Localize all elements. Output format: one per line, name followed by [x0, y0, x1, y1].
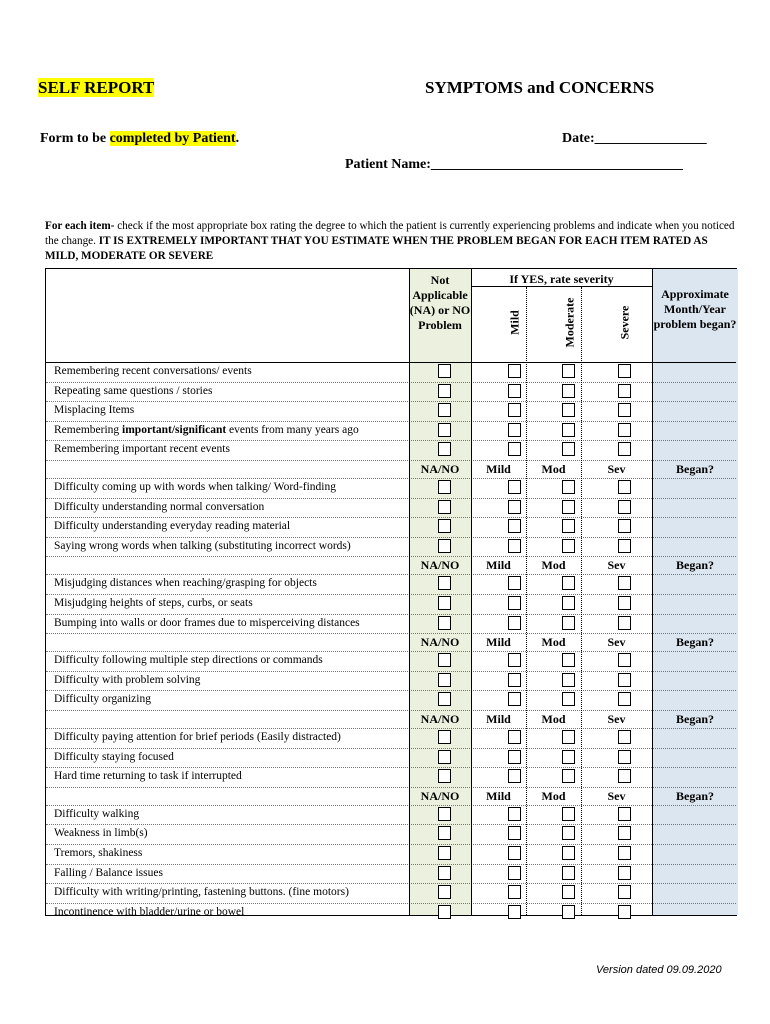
onset-date-cell[interactable] — [653, 904, 737, 923]
date-field[interactable]: Date:________________ — [562, 131, 707, 146]
subheader-na: NA/NO — [420, 788, 460, 803]
form-subtitle: SYMPTOMS and CONCERNS — [425, 78, 655, 97]
severe-checkbox[interactable] — [618, 442, 631, 456]
row-divider — [46, 787, 736, 788]
symptom-label: Difficulty with problem solving — [54, 673, 201, 686]
severe-checkbox[interactable] — [618, 769, 631, 783]
na-checkbox[interactable] — [438, 885, 451, 899]
row-divider — [46, 633, 736, 634]
severe-checkbox[interactable] — [618, 616, 631, 630]
moderate-checkbox[interactable] — [562, 423, 575, 437]
row-divider — [46, 556, 736, 557]
moderate-checkbox[interactable] — [562, 403, 575, 417]
moderate-checkbox[interactable] — [562, 500, 575, 514]
moderate-checkbox[interactable] — [562, 730, 575, 744]
severity-header-divider — [471, 286, 652, 287]
na-checkbox[interactable] — [438, 673, 451, 687]
mild-checkbox[interactable] — [508, 866, 521, 880]
mild-checkbox[interactable] — [508, 500, 521, 514]
symptom-label: Repeating same questions / stories — [54, 384, 213, 397]
row-divider — [46, 517, 736, 518]
row-divider — [46, 460, 736, 461]
moderate-checkbox[interactable] — [562, 653, 575, 667]
subheader-na: NA/NO — [420, 462, 460, 476]
moderate-checkbox[interactable] — [562, 576, 575, 590]
row-divider — [46, 883, 736, 884]
subheader-date: Began? — [675, 462, 714, 476]
moderate-checkbox[interactable] — [562, 539, 575, 553]
symptom-label: Falling / Balance issues — [54, 866, 163, 879]
symptom-label: Weakness in limb(s) — [54, 827, 148, 840]
subheader-mild: Mild — [486, 635, 511, 650]
na-checkbox[interactable] — [438, 692, 451, 706]
moderate-checkbox[interactable] — [562, 480, 575, 494]
mild-checkbox[interactable] — [508, 403, 521, 417]
mild-checkbox[interactable] — [508, 846, 521, 860]
mild-checkbox[interactable] — [508, 750, 521, 764]
subheader-date: Began? — [675, 788, 714, 803]
row-divider — [46, 440, 736, 441]
severe-checkbox[interactable] — [618, 384, 631, 398]
onset-date-cell[interactable] — [653, 538, 737, 557]
header-not-applicable: Not Applicable (NA) or NO Problem — [409, 273, 471, 332]
na-checkbox[interactable] — [438, 576, 451, 590]
onset-date-cell[interactable] — [653, 402, 737, 421]
na-checkbox[interactable] — [438, 846, 451, 860]
subheader-mod: Mod — [541, 712, 566, 726]
na-checkbox[interactable] — [438, 500, 451, 514]
moderate-checkbox[interactable] — [562, 442, 575, 456]
onset-date-cell[interactable] — [653, 441, 737, 460]
severe-checkbox[interactable] — [618, 480, 631, 494]
subheader-mod: Mod — [541, 788, 566, 803]
subheader-date: Began? — [675, 635, 714, 650]
severe-checkbox[interactable] — [618, 730, 631, 744]
symptom-label: Difficulty staying focused — [54, 750, 174, 763]
column-divider — [652, 269, 653, 915]
symptom-label: Remembering recent conversations/ events — [54, 365, 252, 377]
moderate-checkbox[interactable] — [562, 596, 575, 610]
subheader-mild: Mild — [486, 788, 511, 803]
row-divider — [46, 614, 736, 615]
severe-checkbox[interactable] — [618, 750, 631, 764]
moderate-checkbox[interactable] — [562, 364, 575, 378]
subheader-mod: Mod — [541, 635, 566, 650]
row-divider — [46, 844, 736, 845]
severe-checkbox[interactable] — [618, 692, 631, 706]
na-checkbox[interactable] — [438, 905, 451, 919]
row-divider — [46, 748, 736, 749]
instructions: For each item- check if the most appropriate box rating the degree to which the patient is currently experiencing problems and indicate when you noticed the change. IT IS EXTREMELY IMPORTANT THAT YOU ESTIMATE WHEN THE PROBLEM BEGAN FOR EACH ITEM RATED AS MILD, MODERATE OR SEVERE — [45, 220, 735, 262]
row-divider — [46, 498, 736, 499]
mild-checkbox[interactable] — [508, 673, 521, 687]
row-divider — [46, 864, 736, 865]
subheader-sev: Sev — [607, 635, 626, 650]
subheader-mild: Mild — [486, 558, 511, 573]
subheader-mod: Mod — [541, 558, 566, 573]
onset-date-cell[interactable] — [653, 479, 737, 498]
moderate-checkbox[interactable] — [562, 616, 575, 630]
row-divider — [46, 728, 736, 729]
na-checkbox[interactable] — [438, 519, 451, 533]
onset-date-cell[interactable] — [653, 652, 737, 671]
na-checkbox[interactable] — [438, 769, 451, 783]
mild-checkbox[interactable] — [508, 653, 521, 667]
subheader-sev: Sev — [607, 558, 626, 573]
row-divider — [46, 767, 736, 768]
severe-checkbox[interactable] — [618, 905, 631, 919]
row-divider — [46, 478, 736, 479]
row-divider — [46, 903, 736, 904]
symptom-label: Remembering important recent events — [54, 443, 230, 456]
severe-checkbox[interactable] — [618, 673, 631, 687]
subheader-na: NA/NO — [420, 558, 460, 573]
symptom-label: Difficulty paying attention for brief periods (Easily distracted) — [54, 731, 341, 743]
severe-checkbox[interactable] — [618, 596, 631, 610]
row-divider — [46, 690, 736, 691]
mild-checkbox[interactable] — [508, 616, 521, 630]
onset-date-cell[interactable] — [653, 422, 737, 441]
symptom-label: Hard time returning to task if interrupted — [54, 770, 242, 783]
mild-checkbox[interactable] — [508, 519, 521, 533]
header-moderate: Moderate — [562, 297, 577, 348]
na-checkbox[interactable] — [438, 539, 451, 553]
subheader-mod: Mod — [541, 462, 566, 476]
moderate-checkbox[interactable] — [562, 846, 575, 860]
row-divider — [46, 382, 736, 383]
onset-date-cell[interactable] — [653, 729, 737, 748]
na-checkbox[interactable] — [438, 364, 451, 378]
row-divider — [46, 421, 736, 422]
na-checkbox[interactable] — [438, 730, 451, 744]
subheader-na: NA/NO — [420, 635, 460, 650]
na-checkbox[interactable] — [438, 596, 451, 610]
version-note: Version dated 09.09.2020 — [596, 964, 722, 976]
mild-checkbox[interactable] — [508, 905, 521, 919]
mild-checkbox[interactable] — [508, 480, 521, 494]
severe-checkbox[interactable] — [618, 653, 631, 667]
na-checkbox[interactable] — [438, 653, 451, 667]
moderate-checkbox[interactable] — [562, 807, 575, 821]
symptom-label: Difficulty following multiple step directions or commands — [54, 654, 323, 667]
mild-checkbox[interactable] — [508, 885, 521, 899]
mild-checkbox[interactable] — [508, 384, 521, 398]
na-checkbox[interactable] — [438, 616, 451, 630]
column-divider — [581, 287, 582, 915]
symptom-label: Remembering important/significant events from many years ago — [54, 423, 359, 436]
mild-checkbox[interactable] — [508, 826, 521, 840]
moderate-checkbox[interactable] — [562, 692, 575, 706]
onset-date-cell[interactable] — [653, 383, 737, 402]
completion-note: Form to be completed by Patient. — [40, 131, 240, 146]
na-checkbox[interactable] — [438, 866, 451, 880]
symptom-label: Misjudging heights of steps, curbs, or seats — [54, 597, 253, 609]
mild-checkbox[interactable] — [508, 539, 521, 553]
row-divider — [46, 824, 736, 825]
moderate-checkbox[interactable] — [562, 519, 575, 533]
na-checkbox[interactable] — [438, 807, 451, 821]
severe-checkbox[interactable] — [618, 846, 631, 860]
severe-checkbox[interactable] — [618, 826, 631, 840]
onset-date-cell[interactable] — [653, 884, 737, 903]
na-checkbox[interactable] — [438, 423, 451, 437]
row-divider — [46, 594, 736, 595]
severe-checkbox[interactable] — [618, 576, 631, 590]
severe-checkbox[interactable] — [618, 866, 631, 880]
subheader-mild: Mild — [486, 712, 511, 726]
subheader-sev: Sev — [607, 462, 626, 476]
severe-checkbox[interactable] — [618, 885, 631, 899]
na-checkbox[interactable] — [438, 442, 451, 456]
moderate-checkbox[interactable] — [562, 673, 575, 687]
onset-date-cell[interactable] — [653, 825, 737, 844]
onset-date-cell[interactable] — [653, 806, 737, 825]
na-checkbox[interactable] — [438, 480, 451, 494]
moderate-checkbox[interactable] — [562, 826, 575, 840]
symptom-label: Misjudging distances when reaching/grasping for objects — [54, 577, 317, 590]
subheader-na: NA/NO — [420, 712, 460, 726]
severe-checkbox[interactable] — [618, 539, 631, 553]
header-mild: Mild — [507, 310, 522, 335]
mild-checkbox[interactable] — [508, 596, 521, 610]
row-divider — [46, 710, 736, 711]
symptom-label: Tremors, shakiness — [54, 847, 143, 859]
form-title: SELF REPORT — [38, 78, 155, 97]
onset-date-cell[interactable] — [653, 691, 737, 710]
severe-checkbox[interactable] — [618, 500, 631, 514]
row-divider — [46, 574, 736, 575]
column-divider — [471, 269, 472, 915]
subheader-date: Began? — [675, 558, 714, 573]
row-divider — [46, 651, 736, 652]
symptoms-table — [45, 268, 737, 916]
onset-date-cell[interactable] — [653, 575, 737, 594]
row-divider — [46, 537, 736, 538]
severe-checkbox[interactable] — [618, 807, 631, 821]
mild-checkbox[interactable] — [508, 423, 521, 437]
symptom-label: Difficulty organizing — [54, 693, 151, 706]
onset-date-cell[interactable] — [653, 518, 737, 537]
symptom-label: Misplacing Items — [54, 404, 135, 417]
mild-checkbox[interactable] — [508, 730, 521, 744]
moderate-checkbox[interactable] — [562, 885, 575, 899]
moderate-checkbox[interactable] — [562, 769, 575, 783]
onset-date-cell[interactable] — [653, 499, 737, 518]
onset-date-cell[interactable] — [653, 768, 737, 787]
row-divider — [46, 401, 736, 402]
header-approximate-date: Approximate Month/Year problem began? — [653, 287, 737, 331]
symptom-label: Difficulty walking — [54, 807, 140, 820]
moderate-checkbox[interactable] — [562, 384, 575, 398]
column-divider — [409, 269, 410, 915]
symptom-label: Saying wrong words when talking (substituting incorrect words) — [54, 539, 351, 552]
mild-checkbox[interactable] — [508, 692, 521, 706]
column-divider — [526, 287, 527, 915]
symptom-label: Incontinence with bladder/urine or bowel — [54, 905, 245, 918]
symptom-label: Difficulty understanding normal conversation — [54, 500, 265, 513]
symptom-label: Difficulty with writing/printing, fastening buttons. (fine motors) — [54, 886, 349, 899]
mild-checkbox[interactable] — [508, 442, 521, 456]
severe-checkbox[interactable] — [618, 364, 631, 378]
severe-checkbox[interactable] — [618, 519, 631, 533]
onset-date-cell[interactable] — [653, 363, 737, 382]
moderate-checkbox[interactable] — [562, 750, 575, 764]
symptom-label: Difficulty coming up with words when talking/ Word-finding — [54, 481, 336, 493]
subheader-mild: Mild — [486, 462, 511, 476]
symptom-label: Bumping into walls or door frames due to misperceiving distances — [54, 616, 360, 629]
severe-checkbox[interactable] — [618, 423, 631, 437]
onset-date-cell[interactable] — [653, 845, 737, 864]
onset-date-cell[interactable] — [653, 672, 737, 691]
header-severe: Severe — [617, 305, 632, 340]
header-severity: If YES, rate severity — [509, 272, 614, 286]
moderate-checkbox[interactable] — [562, 866, 575, 880]
mild-checkbox[interactable] — [508, 576, 521, 590]
moderate-checkbox[interactable] — [562, 905, 575, 919]
na-checkbox[interactable] — [438, 826, 451, 840]
subheader-sev: Sev — [607, 788, 626, 803]
row-divider — [46, 671, 736, 672]
onset-date-cell[interactable] — [653, 595, 737, 614]
mild-checkbox[interactable] — [508, 807, 521, 821]
subheader-date: Began? — [675, 712, 714, 726]
symptom-label: Difficulty understanding everyday reading material — [54, 520, 291, 533]
onset-date-cell[interactable] — [653, 865, 737, 884]
na-checkbox[interactable] — [438, 750, 451, 764]
onset-date-cell[interactable] — [653, 615, 737, 634]
onset-date-cell[interactable] — [653, 749, 737, 768]
mild-checkbox[interactable] — [508, 364, 521, 378]
mild-checkbox[interactable] — [508, 769, 521, 783]
severe-checkbox[interactable] — [618, 403, 631, 417]
na-checkbox[interactable] — [438, 403, 451, 417]
patient-name-field[interactable]: Patient Name:____________________________________ — [345, 157, 683, 172]
row-divider — [46, 805, 736, 806]
subheader-sev: Sev — [607, 712, 626, 726]
row-divider — [46, 362, 736, 363]
na-checkbox[interactable] — [438, 384, 451, 398]
